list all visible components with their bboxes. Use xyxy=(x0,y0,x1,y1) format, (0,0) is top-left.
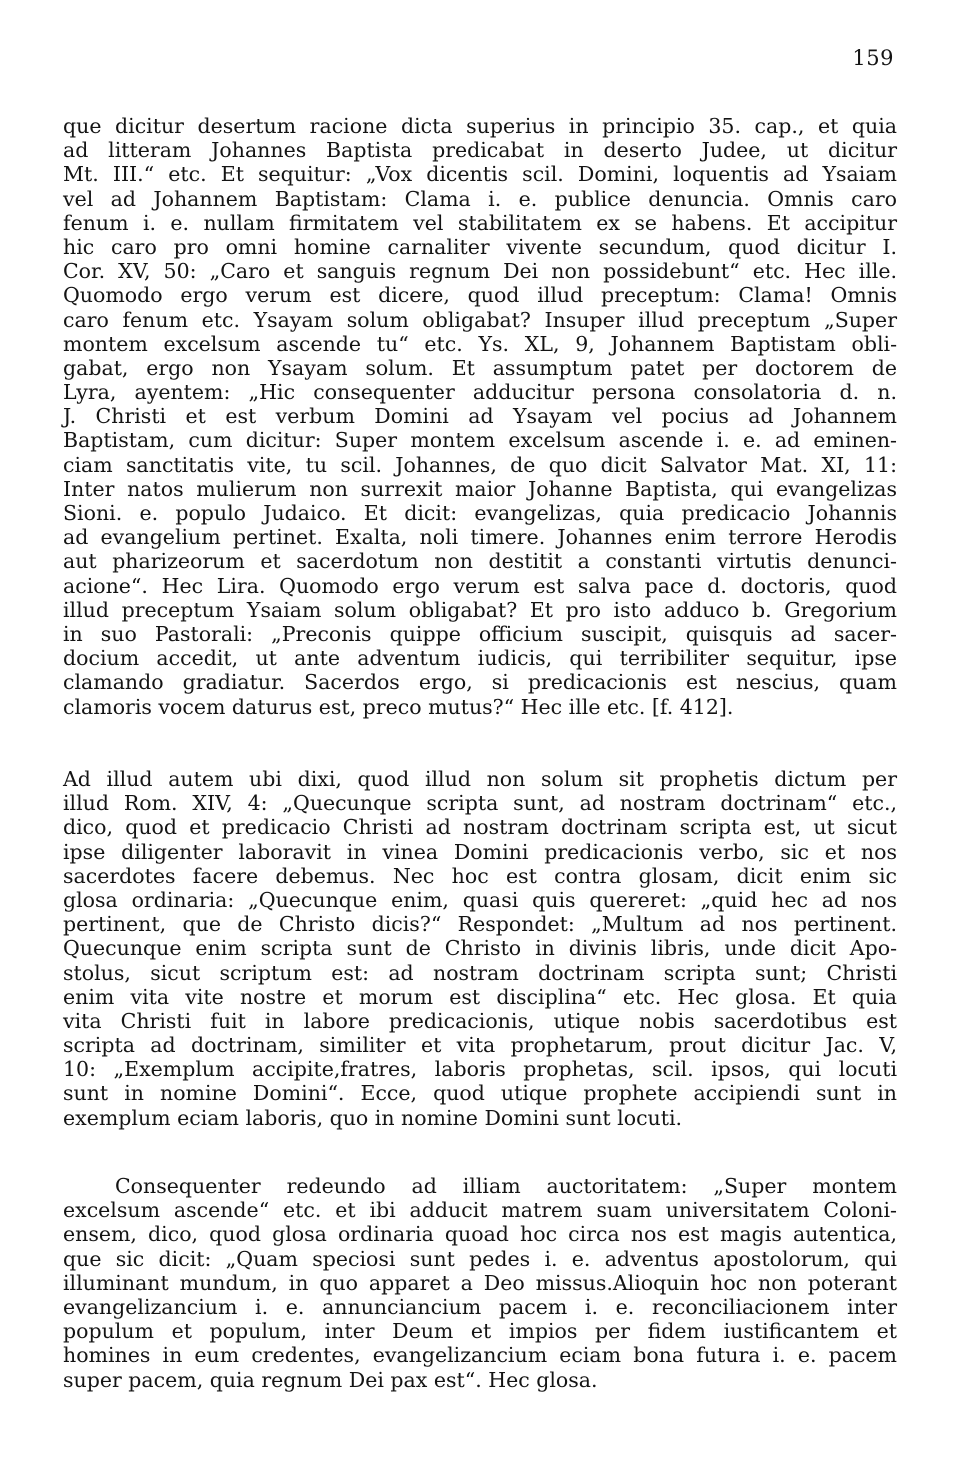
text-line: Baptistam, cum dicitur: Super montem excelsum ascende i. e. ad eminen- xyxy=(63,428,897,453)
text-line: Cor. XV, 50: „Caro et sanguis regnum Dei non possidebunt“ etc. Hec ille. xyxy=(63,259,897,284)
text-line: scripta ad doctrinam, similiter et vita prophetarum, prout dicitur Jac. V, xyxy=(63,1033,897,1058)
text-line: ad evangelium pertinet. Exalta, noli timere. Johannes enim terrore Herodis xyxy=(63,525,897,550)
text-line: caro fenum etc. Ysayam solum obligabat? Insuper illud preceptum „Super xyxy=(63,307,897,332)
text-line: Quecunque enim scripta sunt de Christo in divinis libris, unde dicit Apo- xyxy=(63,936,897,961)
text-line: clamoris vocem daturus est, preco mutus?“ Hec ille etc. [f. 412]. xyxy=(63,694,734,719)
text-line: que dicitur desertum racione dicta superius in principio 35. cap., et quia xyxy=(63,114,897,138)
text-line: aut pharizeorum et sacerdotum non destitit a constanti virtutis denunci- xyxy=(63,549,897,574)
text-line: homines in eum credentes, evangelizancium eciam bona futura i. e. pacem xyxy=(63,1343,897,1368)
text-line: Quomodo ergo verum est dicere, quod illud preceptum: Clama! Omnis xyxy=(63,283,897,308)
text-line: ciam sanctitatis vite, tu scil. Johannes, de quo dicit Salvator Mat. XI, 11: xyxy=(63,452,897,477)
page-number: 159 xyxy=(852,46,894,70)
text-line: Consequenter redeundo ad illiam auctoritatem: „Super montem xyxy=(115,1174,897,1198)
text-line: acione“. Hec Lira. Quomodo ergo verum est salva pace d. doctoris, quod xyxy=(63,573,897,598)
text-line: gabat, ergo non Ysayam solum. Et assumptum patet per doctorem de xyxy=(63,355,897,380)
text-line: super pacem, quia regnum Dei pax est“. Hec glosa. xyxy=(63,1367,598,1392)
text-line: sunt in nomine Domini“. Ecce, quod utique prophete accipiendi sunt in xyxy=(63,1081,897,1106)
text-line: 10: „Exemplum accipite,fratres, laboris prophetas, scil. ipsos, qui locuti xyxy=(63,1057,897,1082)
text-line: glosa ordinaria: „Quecunque enim, quasi quis quereret: „quid hec ad nos xyxy=(63,887,897,912)
text-line: Sioni. e. populo Judaico. Et dicit: evangelizas, quia predicacio Johannis xyxy=(63,501,897,525)
paragraph-3 xyxy=(63,1174,897,1392)
text-line: vel ad Johannem Baptistam: Clama i. e. publice denuncia. Omnis caro xyxy=(63,186,897,211)
text-line: fenum i. e. nullam firmitatem vel stabilitatem ex se habens. Et accipitur xyxy=(63,210,897,235)
paragraph-2 xyxy=(63,767,897,1130)
text-line: illuminant mundum, in quo apparet a Deo missus.Alioquin hoc non poterant xyxy=(63,1270,897,1295)
text-line: illud preceptum Ysaiam solum obligabat? Et pro isto adduco b. Gregorium xyxy=(63,597,897,622)
text-line: Inter natos mulierum non surrexit maior Johanne Baptista, qui evangelizas xyxy=(63,476,897,501)
text-line: Ad illud autem ubi dixi, quod illud non solum sit prophetis dictum per xyxy=(63,767,897,791)
text-line: dico, quod et predicacio Christi ad nostram doctrinam scripta est, ut sicut xyxy=(63,815,897,840)
text-line: Mt. III.“ etc. Et sequitur: „Vox dicentis scil. Domini, loquentis ad Ysaiam xyxy=(63,162,897,187)
text-line: excelsum ascende“ etc. et ibi adducit matrem suam universitatem Coloni- xyxy=(63,1198,897,1223)
text-line: ad litteram Johannes Baptista predicabat in deserto Judee, ut dicitur xyxy=(63,138,897,163)
text-line: J. Christi et est verbum Domini ad Ysayam vel pocius ad Johannem xyxy=(63,404,897,429)
text-line: clamando gradiatur. Sacerdos ergo, si predicacionis est nescius, quam xyxy=(63,670,897,695)
text-line: Lyra, ayentem: „Hic consequenter adducitur persona consolatoria d. n. xyxy=(63,380,897,405)
paragraph-1 xyxy=(63,114,897,719)
text-line: evangelizancium i. e. annunciancium pacem i. e. reconciliacionem inter xyxy=(63,1294,897,1319)
text-line: ipse diligenter laboravit in vinea Domini predicacionis verbo, sic et nos xyxy=(63,839,897,864)
text-line: enim vita vite nostre et morum est disciplina“ etc. Hec glosa. Et quia xyxy=(63,984,897,1009)
text-line: illud Rom. XIV, 4: „Quecunque scripta sunt, ad nostram doctrinam“ etc., xyxy=(63,791,897,816)
text-line: sacerdotes facere debemus. Nec hoc est contra glosam, dicit enim sic xyxy=(63,863,897,888)
text-line: ensem, dico, quod glosa ordinaria quoad hoc circa nos est magis autentica, xyxy=(63,1222,897,1247)
text-line: que sic dicit: „Quam speciosi sunt pedes i. e. adventus apostolorum, qui xyxy=(63,1246,897,1271)
text-line: hic caro pro omni homine carnaliter vivente secundum, quod dicitur I. xyxy=(63,234,897,259)
text-line: montem excelsum ascende tu“ etc. Ys. XL, 9, Johannem Baptistam obli- xyxy=(63,331,897,356)
text-line: pertinent, que de Christo dicis?“ Respondet: „Multum ad nos pertinent. xyxy=(63,912,897,937)
text-line: vita Christi fuit in labore predicacionis, utique nobis sacerdotibus est xyxy=(63,1008,897,1033)
text-line: populum et populum, inter Deum et impios per fidem iustificantem et xyxy=(63,1319,897,1344)
text-line: docium accedit, ut ante adventum iudicis, qui terribiliter sequitur, ipse xyxy=(63,646,897,671)
text-line: in suo Pastorali: „Preconis quippe officium suscipit, quisquis ad sacer- xyxy=(63,621,897,646)
text-line: stolus, sicut scriptum est: ad nostram doctrinam scripta sunt; Christi xyxy=(63,960,897,985)
text-line: exemplum eciam laboris, quo in nomine Domini sunt locuti. xyxy=(63,1105,683,1130)
